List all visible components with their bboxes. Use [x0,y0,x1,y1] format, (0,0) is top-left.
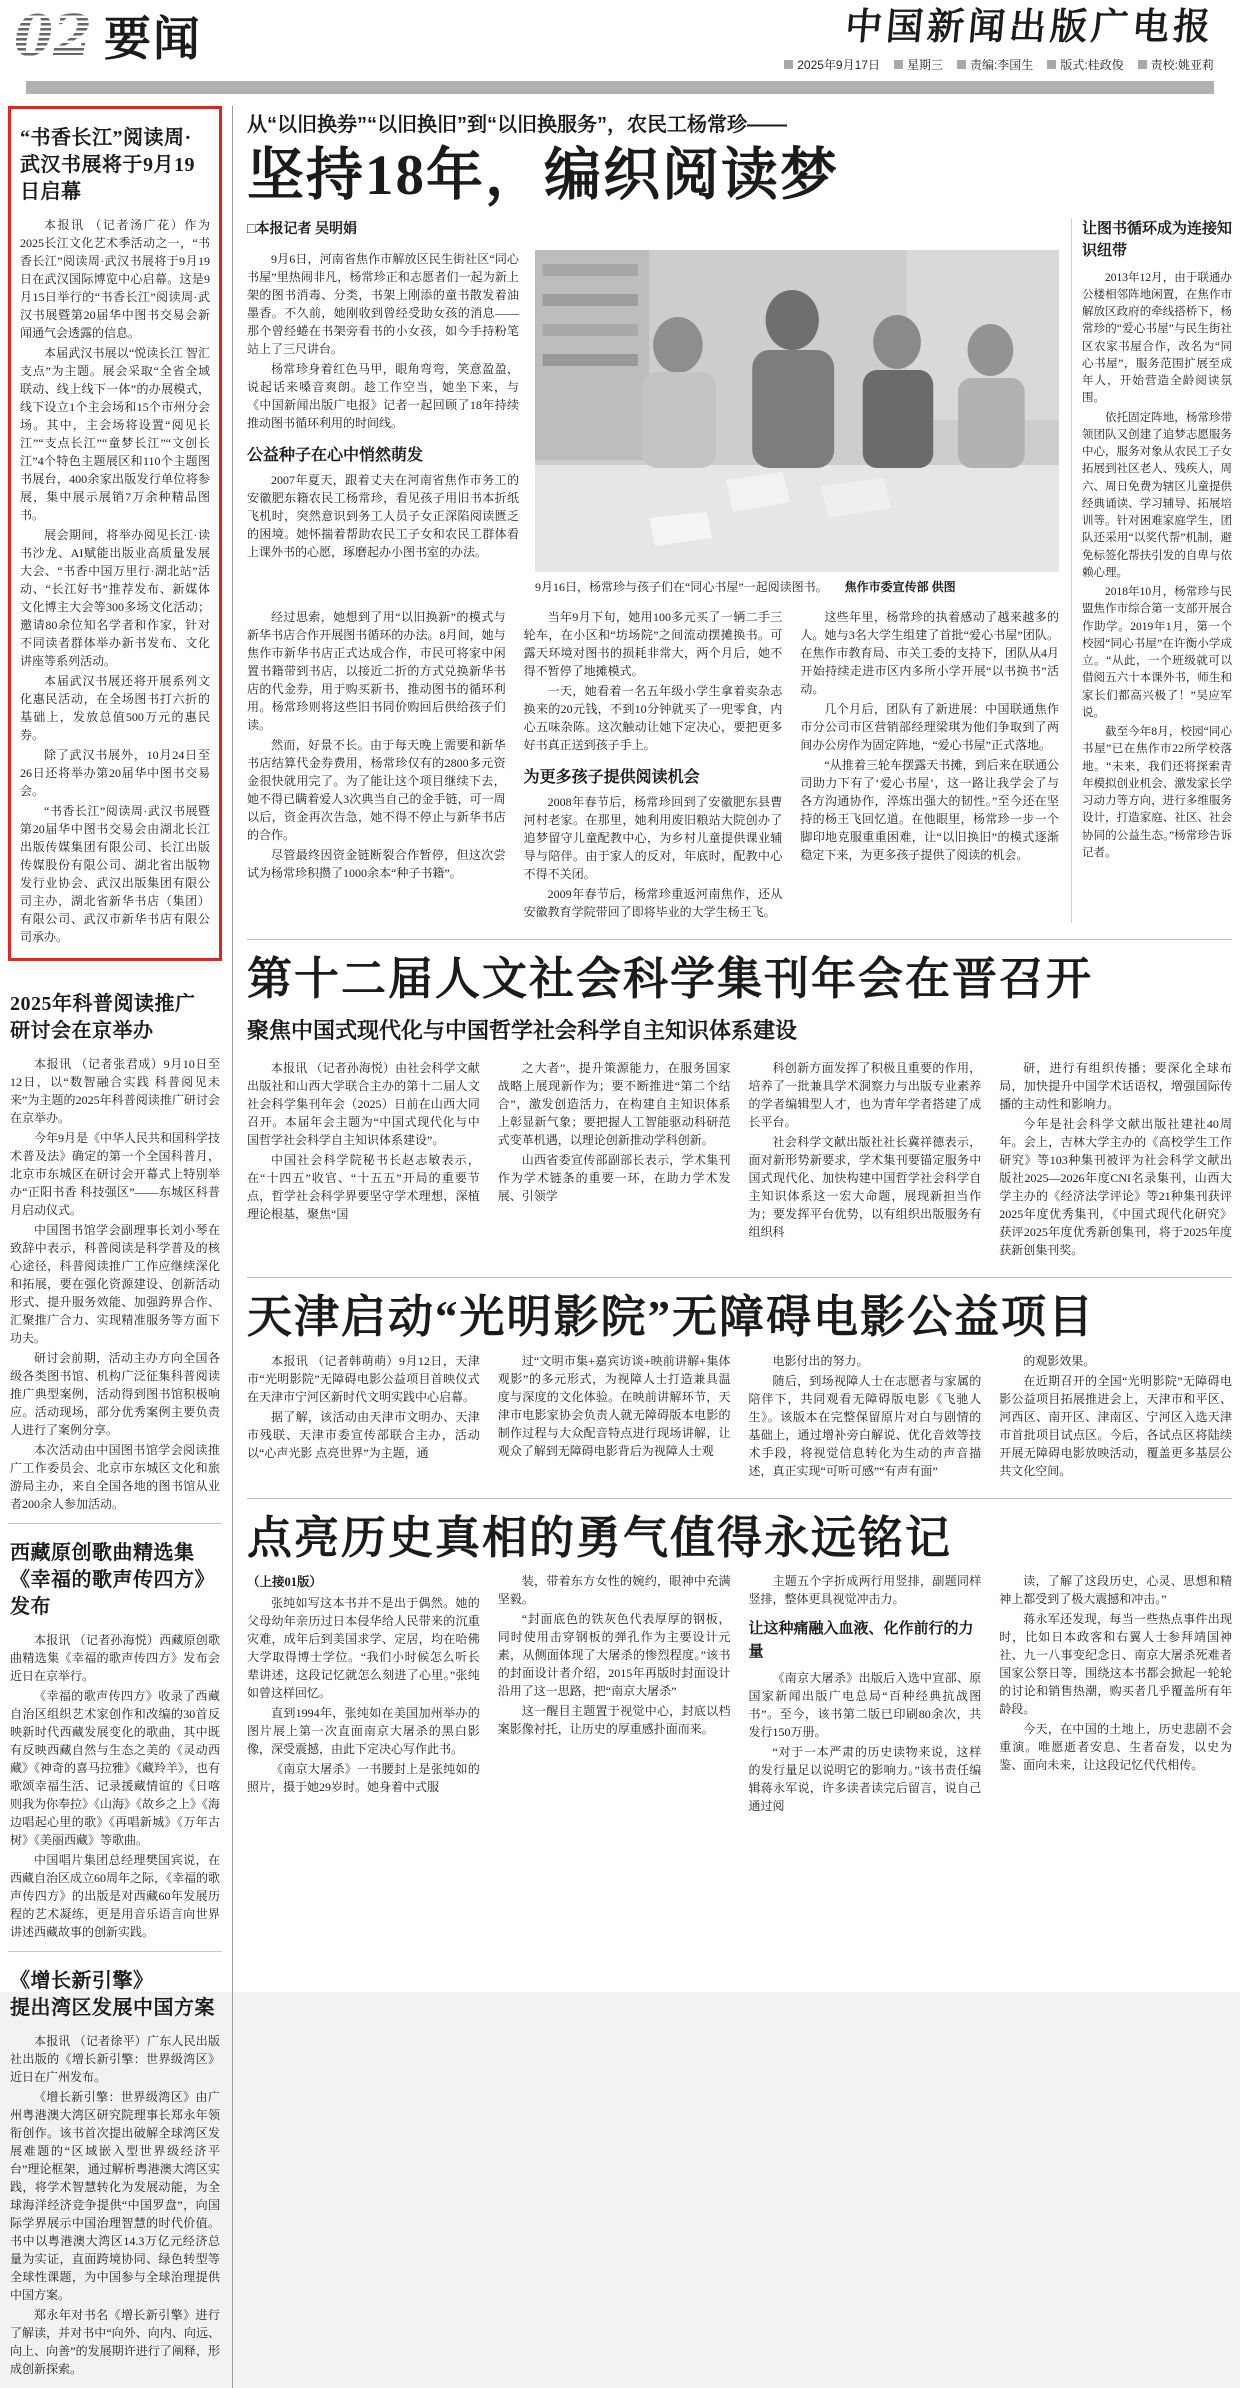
story-row-bottom [247,608,1059,923]
masthead-title: 中国新闻出版广电报 [843,7,1216,48]
main-story-flex [247,218,1232,923]
paragraph: 本届武汉书展以“悦读长江 智汇支点”为主题。展会采取“全省全域联动、线上线下一体”的办展模式，线下设立1个主会场和15个市州分会场。其中，主会场将设置“阅见长江”“支点长江”“童梦长江”“文创长江”4个特色主题展区和110个主题图书展台，400余家出版发行单位将参展，集中展示展销7万余种精品图书。 [20,345,210,522]
masthead-block [784,8,1214,73]
paragraph: 《南京大屠杀》出版后入选中宣部、原国家新闻出版广电总局“百种经典抗战图书”。至今，该书第二版已印刷80余次，共发行150万册。 [748,1671,982,1740]
paragraph: 山西省委宣传部副部长表示，学术集刊作为学术链条的重要一环，在助力学术发展、引领学 [497,1152,731,1203]
dateline-date: 2025年9月17日 [784,56,880,73]
page-header [0,0,1240,73]
paragraph: 《幸福的歌声传四方》收录了西藏自治区组织艺术家创作和改编的30首反映新时代西藏发展变化的歌曲，其中既有反映西藏自然与生态之美的《灵动西藏》《神奇的喜马拉雅》《藏羚羊》，也有歌颂幸福生活、记录援藏情谊的《日喀则我为你奉拉》《山海》《故乡之上》《海边唱起心里的歌》《再唱新城》《万年古树》《美丽西藏》等歌曲。 [10,1688,221,1847]
section-heading-1: 公益种子在心中悄然萌发 [247,447,424,465]
paragraph: 研讨会前期，活动主办方向全国各级各类图书馆、机构广泛征集科普阅读推广典型案例，活动得到图书馆积极响应。活动现场，部分优秀案例主要负责人进行了案例分享。 [10,1350,220,1437]
paragraph: 杨常珍身着红色马甲，眼角弯弯，笑意盈盈，说起话来嗓音爽朗。趁工作空当，她坐下来，与《中国新闻出版广电报》记者一起回顾了18年持续推动图书循环利用的时间线。 [247,362,519,431]
paragraph: 这一醒目主题置于视觉中心，封底以档案影像衬托，让历史的厚重感扑面而来。 [497,1704,731,1737]
square-bullet-icon [1047,60,1056,69]
paragraph: 一天，她看着一名五年级小学生拿着卖杂志换来的20元钱，不到10分钟就买了一兜零食，内心五味杂陈。这次触动让她下定决心，要把更多好书真正送到孩子手上。 [523,684,783,753]
paragraph: 直到1994年，张纯如在美国加州举办的图片展上第一次直面南京大屠杀的黑白影像，深受震撼，由此下定决心写作此书。 [247,1706,480,1757]
sidebar-article-headline: 《增长新引擎》 提出湾区发展中国方案 [10,1969,215,2019]
square-bullet-icon [784,60,793,69]
paragraph: 几个月后，团队有了新进展：中国联通焦作市分公司市区营销部经理梁琪为他们争取到了两间办公房作为固定阵地，“爱心书屋”正式落地。 [800,702,1060,753]
history-column-4 [999,1572,1232,1817]
sidebar-article-headline: 西藏原创歌曲精选集 《幸福的歌声传四方》发布 [10,1541,215,1618]
paragraph: 郑永年对书名《增长新引擎》进行了解读，并对书中“向外、向内、向远、向上、向善”的发展期许进行了阐释，形成创新探索。 [10,2307,220,2376]
news-photo-illustration [535,250,1059,572]
jikan-column-4 [999,1059,1232,1261]
story-column-2 [247,608,506,923]
dateline-weekday: 星期三 [894,56,943,73]
history-article [247,1498,1232,1818]
jikan-article [247,939,1232,1261]
news-photo [535,250,1059,572]
paragraph: 2007年夏天，跟着丈夫在河南省焦作市务工的安徽肥东籍农民工杨常珍，看见孩子用旧书本折纸飞机时，突然意识到务工人员子女正深陷阅读匮乏的困境。她怀揣着帮助农民工子女和农民工群体看上课外书的心愿，琢磨起办小图书室的办法。 [247,473,519,560]
paragraph: 本届武汉书展还将开展系列文化惠民活动，在全场图书打六折的基础上，发放总值500万元的惠民券。 [20,673,210,742]
page-number: 02 [14,3,92,69]
boxed-article [8,106,222,961]
paragraph: “封面底色的铁灰色代表厚厚的钢板，同时使用击穿钢板的弹孔作为主要设计元素，从侧面体现了大屠杀的惨烈程度。”该书的封面设计者介绍，2015年再版时封面设计沿用了这一思路，把“南京大屠杀” [497,1612,731,1699]
paragraph: 的观影效果。 [1023,1353,1096,1368]
paragraph: 随后，到场视障人士在志愿者与家属的陪伴下，共同观看无障碍版电影《飞驰人生》。该版本在完整保留原片对白与剧情的基础上，通过增补旁白解说、优化音效等技术手段，将视觉信息转化为生动的声音描述，真正实现“可听可感”“有声有面” [748,1373,982,1478]
main-story [247,108,1232,924]
history-column-2 [498,1572,731,1817]
jikan-column-3 [749,1059,982,1261]
sidebar-article-body [10,1631,220,1941]
sidebar-article-body [10,2032,220,2378]
paragraph: 读，了解了这段历史，心灵、思想和精神上都受到了极大震撼和冲击。” [999,1574,1232,1607]
paragraph: 2009年春节后，杨常珍重返河南焦作，还从安徽教育学院带回了即将毕业的大学生杨王飞。 [523,887,783,920]
paragraph: 今年9月是《中华人民共和国科学技术普及法》确定的第一个全国科普月，北京市东城区在研讨会开幕式上特别举办“正阳书香 科技强区”——东城区科普月启动仪式。 [10,1130,221,1217]
boxed-article-headline: “书香长江”阅读周· 武汉书展将于9月19日启幕 [20,126,195,203]
story-column-4 [800,608,1059,923]
sidebar-article-zengzhang [8,1951,222,2388]
paragraph: 在近期召开的全国“光明影院”无障碍电影公益项目拓展推进会上，天津市和平区、河西区、南开区、津南区、宁河区入选天津市首批项目试点区。今后，各试点区将陆续开展无障碍电影放映活动，覆盖更多基层公共文化空间。 [999,1373,1232,1478]
paragraph: 这些年里，杨常珍的执着感动了越来越多的人。她与3名大学生组建了首批“爱心书屋”团队。在焦作市教育局、市关工委的支持下，团队从4月开始持续走进市区内多所小学开展“以书换书”活动。 [800,610,1060,697]
photo-block [535,250,1059,596]
history-column-3 [749,1572,982,1817]
section-name: 要闻 [103,12,202,65]
paragraph: 装，带着东方女性的婉约，眼神中充满坚毅。 [497,1574,731,1607]
jikan-subtitle: 聚焦中国式现代化与中国哲学社会科学自主知识体系建设 [247,1017,798,1043]
continued-from-note: （上接01版） [247,1575,323,1590]
paragraph: 过“文明市集+嘉宾访谈+映前讲解+集体观影”的多元形式，为视障人士打造兼具温度与深度的文化体验。在映前讲解环节，天津市电影家协会负责人就无障碍版本电影的制作过程与大众配音特点进行现场讲解，让观众了解到无障碍电影背后为视障人士观 [497,1353,731,1458]
section-heading-3: 让图书循环成为连接知识纽带 [1082,220,1233,259]
paragraph: 依托固定阵地，杨常珍带领团队又创建了追梦志愿服务中心，服务对象从农民工子女拓展到社区老人、残疾人，周六、周日免费为辖区儿童提供经典诵读、学习辅导、拓展培训等。针对困难家庭学生，团队还采用“以奖代帮”机制，避免标签化帮扶引发的自卑与依赖心理。 [1082,411,1232,579]
paragraph: 尽管最终因资金链断裂合作暂停，但这次尝试为杨常珍积攒了1000余本“种子书籍”。 [247,848,506,881]
paragraph: 2008年春节后，杨常珍回到了安徽肥东县曹河村老家。在那里，她利用废旧粮站大院创办了追梦留守儿童配教中心，为乡村儿童提供课业辅导与陪伴。由于家人的反对，年底时，配教中心不得不关闭。 [523,795,783,882]
paragraph: 展会期间，将举办阅见长江·读书沙龙、AI赋能出版业高质量发展大会、“书香中国万里行·湖北站”活动、“长江好书”推荐发布、新媒体文化博主大会等300多场文化活动；邀请80余位知名学者和作家，针对不同读者群体举办新书发布、文化讲座等系列活动。 [20,527,210,668]
paragraph: 2018年10月，杨常珍与民盟焦作市综合第一支部开展合作助学。2019年1月，第一个校园“同心书屋”在许衡小学成立。“从此，一个班级就可以借阅五六十本课外书，师生和家长们都高兴极了！”吴应军说。 [1082,586,1232,719]
paragraph: 《南京大屠杀》一书腰封上是张纯如的照片，摄于她29岁时。她身着中式服 [247,1762,480,1795]
brandline [14,3,202,69]
left-sidebar [8,106,222,2388]
paragraph: “书香长江”阅读周·武汉书展暨第20届华中图书交易会由湖北长江出版传媒集团有限公司、长江出版传媒股份有限公司、湖北省出版物发行业协会、武汉出版集团有限公司主办，湖北省新华书店（集团）有限公司、武汉市新华书店有限公司承办。 [20,803,210,944]
boxed-article-body [20,216,210,946]
paragraph: 9月6日，河南省焦作市解放区民生街社区“同心书屋”里热闹非凡，杨常珍正和志愿者们一起为新上架的图书消毒、分类，书架上刚添的童书散发着油墨香。不久前，她刚收到曾经受助女孩的消息——那个曾经蜷在书架旁看书的小女孩，如今手持粉笔站上了三尺讲台。 [247,252,519,357]
jikan-column-1 [247,1059,480,1261]
tianjin-column-2 [498,1352,731,1482]
tianjin-headline: 天津启动“光明影院”无障碍电影公益项目 [247,1291,1096,1342]
sidebar-article-body [10,1055,220,1513]
paragraph: 今年是社会科学文献出版社建社40周年。会上，吉林大学主办的《高校学生工作研究》等103种集刊被评为社会科学文献出版社2025—2026年度CNI名录集刊，山西大学主办的《经济法学评论》等21种集刊获评2025年度优秀集刊，《中国式现代化研究》获评2025年度优秀新创集刊，将于2025年度获新创集刊奖。 [999,1116,1232,1257]
paragraph: 蒋永军还发现，每当一些热点事件出现时，比如日本政客和右翼人士参拜靖国神社、九一八事变纪念日、南京大屠杀死难者国家公祭日等，围绕这本书都会掀起一轮轮的讨论和销售热潮，购买者几乎覆盖所有年龄段。 [999,1612,1232,1717]
tianjin-column-3 [749,1352,982,1482]
tianjin-column-4 [999,1352,1232,1482]
paragraph: 本报讯 （记者张君成）9月10日至12日，以“数智融合实践 科普阅见未来”为主题的2025年科普阅读推广研讨会在京举办。 [10,1056,220,1125]
tianjin-body [247,1352,1232,1482]
main-column [232,106,1232,2388]
photo-caption: 9月16日，杨常珍与孩子们在“同心书屋”一起阅读图书。 焦作市委宣传部 供图 [535,580,956,595]
paragraph: 科创新方面发挥了积极且重要的作用，培养了一批兼具学术洞察力与出版专业素养的学者编辑型人才，也为青年学者搭建了成长平台。 [748,1060,982,1129]
paragraph: “对于一本严肃的历史读物来说，这样的发行量足以说明它的影响力。”该书责任编辑蒋永军说，许多读者读完后留言，说自己通过阅 [748,1745,982,1814]
jikan-body [247,1059,1232,1261]
main-story-headline: 坚持18年，编织阅读梦 [247,143,839,207]
square-bullet-icon [1138,60,1147,69]
paragraph: 本报讯 （记者孙海悦）由社会科学文献出版社和山西大学联合主办的第十二届人文社会科学集刊年会（2025）日前在山西大同召开。本届年会主题为“中国式现代化与中国哲学社会科学自主知识体系建设”。 [247,1060,480,1147]
paragraph: 经过思索，她想到了用“以旧换新”的模式与新华书店合作开展图书循环的办法。8月间，她与焦作市新华书店正式达成合作，市民可将家中闲置书籍带到书店，以接近二折的方式兑换新华书店的代金券，用于购买新书，推动图书的循环利用。杨常珍则将这些旧书同价购回后供给孩子们读。 [247,610,506,733]
sidebar-article-kepu [8,975,222,1523]
story-column-1 [247,250,519,596]
history-body [247,1572,1232,1817]
jikan-column-2 [498,1059,731,1261]
story-column-3 [524,608,783,923]
paragraph: 主题五个字折成两行用竖排，副题同样竖排，整体更具视觉冲击力。 [748,1574,982,1607]
paragraph: 《增长新引擎：世界级湾区》由广州粤港澳大湾区研究院理事长郑永年领衔创作。该书首次提出破解全球湾区发展难题的“区域嵌入型世界级经济平台”理论框架，通过解析粤港澳大湾区实践，将学术智慧转化为发展动能，为全球海洋经济竞争提供“中国罗盘”，向国际学界展示中国治理智慧的时代价值。书中以粤港澳大湾区14.3万亿元经济总量为实证，直面跨境协同、绿色转型等全球性课题，为中国参与全球治理提供中国方案。 [10,2089,220,2302]
page-content [0,94,1240,2388]
paragraph: 中国社会科学院秘书长赵志敏表示，在“十四五”收官、“十五五”开局的重要节点，哲学社会科学界要坚守学术理想，深植理论根基，聚焦“国 [247,1152,480,1221]
main-story-kicker: 从“以旧换券”“以旧换旧”到“以旧换服务”，农民工杨常珍—— [247,113,787,136]
paragraph: 2013年12月，由于联通办公楼相邻阵地闲置，在焦作市解放区政府的牵线搭桥下，杨常珍的“爱心书屋”与民生街社区农家书屋合作，改名为“同心书屋”，服务范围扩展至成年人，开始营造全龄阅读氛围。 [1082,271,1232,405]
paragraph: 据了解，该活动由天津市文明办、天津市残联、天津市委宣传部联合主办，活动以“心声光影 点亮世界”为主题，通 [247,1409,480,1460]
paragraph: 本报讯 （记者韩萌萌）9月12日，天津市“光明影院”无障碍电影公益项目首映仪式在天津市宁河区新时代文明实践中心启幕。 [247,1353,480,1404]
dateline-proofreader: 责校:姚亚莉 [1138,56,1214,73]
paragraph: 之大者”，提升策源能力，在服务国家战略上展现新作为；要不断推进“第二个结合”，激发创造活力，在构建自主知识体系上彰显新气象；要把握人工智能驱动科研范式变革机遇，以理论创新推动学科创新。 [497,1060,731,1147]
paragraph: 今天，在中国的土地上，历史悲剧不会重演。唯愿逝者安息、生者奋发，以史为鉴、面向未来，让这段记忆代代相传。 [999,1722,1232,1773]
tianjin-column-1 [247,1352,480,1482]
photo-credit: 焦作市委宣传部 供图 [844,580,956,595]
header-divider-bar [26,81,1214,94]
dateline [784,56,1214,73]
sidebar-article-xizang [8,1523,222,1951]
section-heading-2: 为更多孩子提供阅读机会 [523,769,700,787]
paragraph: 中国图书馆学会副理事长刘小琴在致辞中表示，科普阅读是科学普及的核心途径，科普阅读推广工作应继续深化和拓展，要在强化资源建设、创新活动形式、提升服务效能、加强跨界合作、汇聚推广合力、实现精准服务等方面下功夫。 [10,1222,220,1345]
story-right-column [1071,218,1232,923]
paragraph: 社会科学文献出版社社长冀祥德表示，面对新形势新要求，学术集刊要锚定服务中国式现代化、加快构建中国哲学社会科学自主知识体系这一宏大命题，展现新担当作为；要发挥平台优势，以有组织出版服务有组织科 [748,1134,982,1239]
paragraph: 本报讯 （记者汤广花）作为2025长江文化艺术季活动之一，“书香长江”阅读周·武汉书展将于9月19日在武汉国际博览中心启幕。这是9月15日举行的“书香长江”阅读周·武汉书展暨第20届华中图书交易会新闻通气会透露的信息。 [20,217,210,340]
paragraph: “从推着三轮车摆露天书摊，到后来在联通公司助力下有了‘爱心书屋’，这一路让我学会了与各方沟通协作，淬炼出强大的韧性。”至今还在坚持的杨王飞回忆道。在他眼里，杨常珍一步一个脚印地克服重重困难，让“以旧换旧”的模式逐渐稳定下来，为更多孩子提供了阅读的机会。 [800,758,1060,863]
dateline-editor: 责编:李国生 [957,56,1033,73]
section-heading-pain: 让这种痛融入血液、化作前行的力量 [748,1620,974,1660]
paragraph: 当年9月下旬，她用100多元买了一辆二手三轮车，在小区和“坊场院”之间流动摆摊换书。可露天环境对图书的损耗非常大，两个月后，她不得不暂停了地摊模式。 [523,610,783,679]
paragraph: 截至今年8月，校园“同心书屋”已在焦作市22所学校落地。“未来，我们还将探索青年模拟创业机会、激发家长学习动力等方向，进行多维服务设计，打造家庭、社区、社会协同的公益生态。”杨常珍告诉记者。 [1082,726,1232,859]
history-column-1 [247,1572,480,1817]
dateline-layout: 版式:桂政俊 [1047,56,1123,73]
main-story-byline: □本报记者 吴明娟 [247,222,357,238]
paragraph: 中国唱片集团总经理樊国宾说，在西藏自治区成立60周年之际，《幸福的歌声传四方》的出版是对西藏60年发展历程的艺术凝练，更是用音乐语言向世界讲述西藏故事的创新实践。 [10,1852,221,1939]
history-headline: 点亮历史真相的勇气值得永远铭记 [247,1512,953,1563]
paragraph: 张纯如写这本书并不是出于偶然。她的父母幼年亲历过日本侵华给人民带来的沉重灾难，成年后到美国求学、定居，均在哈佛大学取得博士学位。“我们小时候怎么听长辈讲述，这段记忆就怎么刻进了心里。”张纯如曾这样回忆。 [247,1596,480,1701]
tianjin-article [247,1277,1232,1482]
jikan-headline: 第十二届人文社会科学集刊年会在晋召开 [247,954,1094,1005]
paragraph: 然而，好景不长。由于每天晚上需要和新华书店结算代金券费用，杨常珍仅有的2800多元资金很快就用完了。为了能让这个项目继续下去，她不得已瞒着爱人3次典当自己的金手链，可一周以后，资金再次告急，她不得不停止与新华书店的合作。 [247,738,506,843]
sidebar-article-headline: 2025年科普阅读推广 研讨会在京举办 [10,992,196,1042]
story-row-top [247,250,1059,596]
paragraph: 电影付出的努力。 [772,1353,869,1368]
paragraph: 研，进行有组织传播；要深化全球布局，加快提升中国学术话语权，增强国际传播的主动性和影响力。 [999,1060,1232,1111]
square-bullet-icon [894,60,903,69]
paragraph: 本报讯 （记者徐平）广东人民出版社出版的《增长新引擎：世界级湾区》近日在广州发布。 [10,2033,220,2084]
main-story-body [247,218,1071,923]
square-bullet-icon [957,60,966,69]
paragraph: 除了武汉书展外，10月24日至26日还将举办第20届华中图书交易会。 [20,747,210,798]
paragraph: 本报讯 （记者孙海悦）西藏原创歌曲精选集《幸福的歌声传四方》发布会近日在京举行。 [10,1632,220,1683]
paragraph: 本次活动由中国图书馆学会阅读推广工作委员会、北京市东城区文化和旅游局主办，来自全国各地的图书馆从业者200余人参加活动。 [10,1442,220,1511]
